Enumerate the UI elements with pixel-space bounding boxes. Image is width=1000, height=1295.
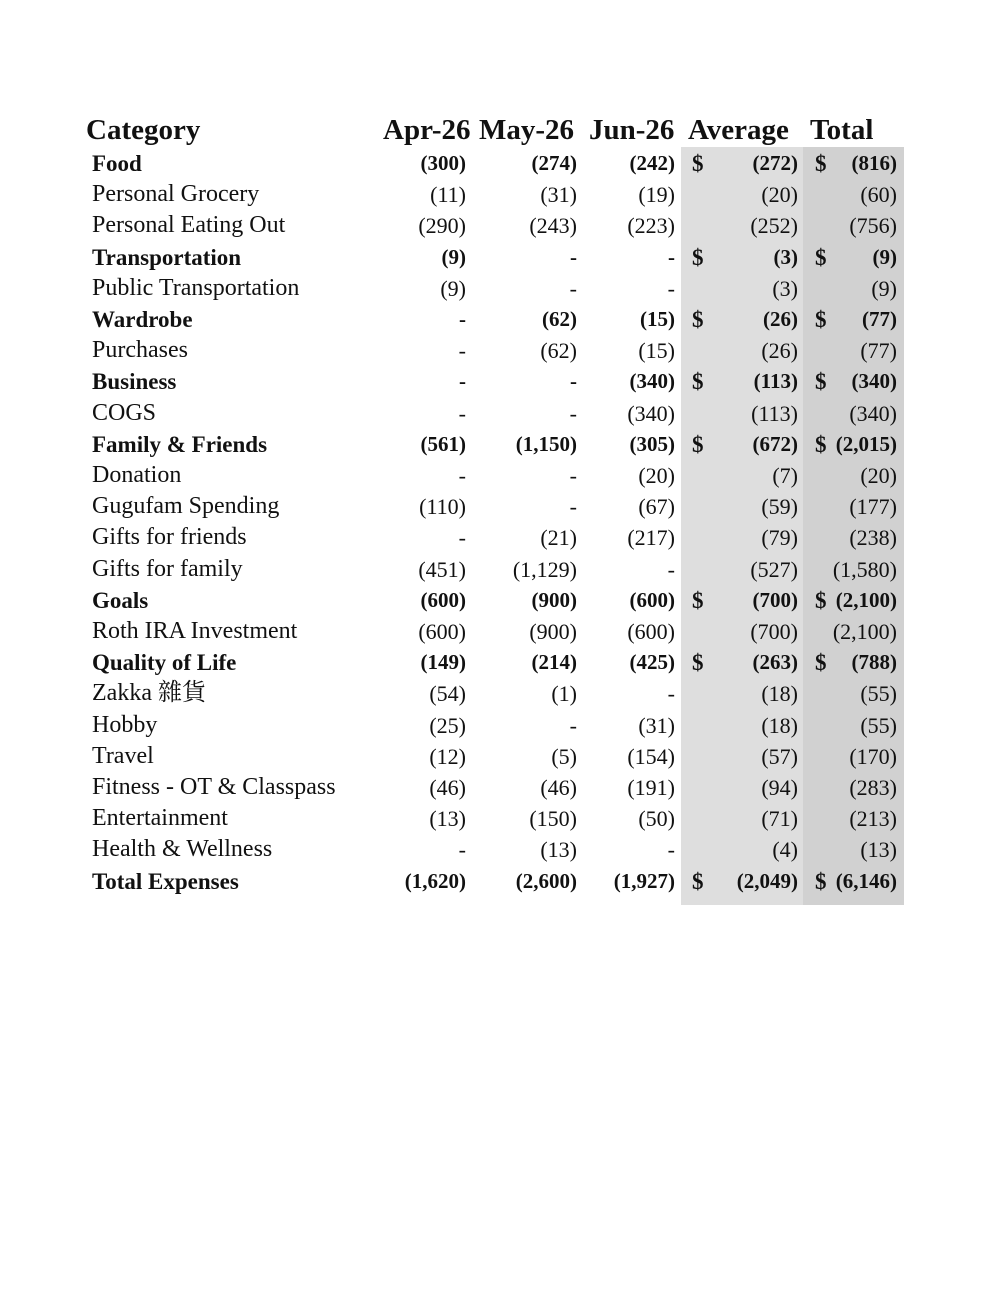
may-cell: (46) bbox=[540, 775, 577, 800]
table-row bbox=[0, 335, 1000, 366]
jun-cell: (425) bbox=[629, 650, 675, 675]
apr-cell: (11) bbox=[430, 182, 466, 208]
may-cell: (62) bbox=[540, 338, 577, 364]
category-cell: Gugufam Spending bbox=[92, 493, 280, 520]
total-currency-cell: $ bbox=[815, 244, 827, 270]
apr-cell: (300) bbox=[420, 151, 466, 175]
category-group-row bbox=[0, 585, 1000, 616]
category-cell: Transportation bbox=[92, 244, 242, 270]
category-group-row bbox=[0, 148, 1000, 179]
table-row bbox=[0, 398, 1000, 429]
apr-cell: - bbox=[458, 400, 466, 426]
average-currency-cell: $ bbox=[692, 369, 704, 395]
apr-cell: - bbox=[458, 837, 466, 863]
category-cell: Quality of Life bbox=[92, 650, 237, 676]
table-row bbox=[0, 772, 1000, 803]
may-cell: (62) bbox=[542, 307, 577, 331]
total-cell: (9) bbox=[871, 275, 897, 301]
table-row bbox=[0, 678, 1000, 709]
average-cell: (79) bbox=[761, 525, 798, 551]
jun-cell: (19) bbox=[638, 182, 675, 208]
apr-cell: (561) bbox=[420, 431, 466, 456]
apr-cell: (600) bbox=[420, 587, 466, 612]
table-row bbox=[0, 491, 1000, 522]
category-cell: Personal Eating Out bbox=[92, 212, 286, 239]
total-cell: (60) bbox=[860, 182, 897, 208]
category-cell: Gifts for family bbox=[92, 555, 243, 582]
apr-cell: (13) bbox=[429, 806, 466, 832]
may-cell: (5) bbox=[551, 743, 577, 769]
total-cell: (177) bbox=[849, 494, 897, 520]
apr-cell: (12) bbox=[429, 743, 466, 769]
jun-cell: (223) bbox=[627, 213, 675, 239]
may-cell: (900) bbox=[529, 619, 577, 644]
average-cell: (252) bbox=[750, 213, 798, 239]
may-cell: (1,150) bbox=[515, 431, 577, 456]
apr-cell: (54) bbox=[429, 681, 466, 707]
may-cell: (31) bbox=[540, 182, 577, 208]
category-cell: Health & Wellness bbox=[92, 836, 273, 863]
total-currency-cell: $ bbox=[815, 369, 827, 395]
jun-cell: (600) bbox=[629, 587, 675, 612]
jun-cell: (154) bbox=[627, 743, 675, 769]
jun-cell: (340) bbox=[627, 400, 675, 426]
apr-cell: - bbox=[459, 369, 466, 394]
apr-cell: (149) bbox=[420, 650, 466, 675]
jun-cell: (305) bbox=[629, 431, 675, 456]
average-cell: (4) bbox=[772, 837, 798, 863]
jun-cell: - bbox=[667, 837, 675, 863]
average-cell: (26) bbox=[763, 307, 798, 331]
category-cell: Donation bbox=[92, 462, 182, 488]
average-cell: (272) bbox=[752, 151, 798, 175]
total-cell: (2,100) bbox=[835, 587, 897, 612]
total-cell: (238) bbox=[849, 525, 897, 551]
table-row bbox=[0, 522, 1000, 553]
jun-cell: (67) bbox=[638, 494, 675, 520]
jun-cell: (340) bbox=[629, 369, 675, 394]
total-currency-cell: $ bbox=[815, 307, 827, 332]
may-cell: (274) bbox=[531, 151, 577, 175]
may-cell: (900) bbox=[531, 587, 577, 612]
may-cell: - bbox=[569, 712, 577, 738]
jun-cell: - bbox=[667, 556, 675, 582]
average-cell: (527) bbox=[750, 556, 798, 582]
total-cell: (6,146) bbox=[835, 868, 897, 893]
category-cell: Gifts for friends bbox=[92, 524, 247, 551]
average-currency-cell: $ bbox=[692, 307, 704, 332]
may-cell: (2,600) bbox=[515, 868, 577, 893]
total-currency-cell: $ bbox=[815, 868, 827, 894]
table-row bbox=[0, 834, 1000, 865]
may-cell: (243) bbox=[529, 213, 577, 239]
average-cell: (2,049) bbox=[736, 868, 798, 893]
may-cell: (1,129) bbox=[512, 556, 577, 582]
apr-cell: (290) bbox=[418, 213, 466, 239]
category-cell: Public Transportation bbox=[92, 274, 300, 301]
average-cell: (700) bbox=[750, 619, 798, 644]
average-cell: (113) bbox=[753, 369, 798, 394]
average-cell: (263) bbox=[752, 650, 798, 675]
category-group-row bbox=[0, 366, 1000, 397]
total-currency-cell: $ bbox=[815, 151, 827, 176]
jun-cell: - bbox=[667, 275, 675, 301]
category-cell: Travel bbox=[92, 742, 154, 769]
jun-cell: (50) bbox=[638, 806, 675, 832]
category-cell: Goals bbox=[92, 587, 149, 613]
total-cell: (55) bbox=[860, 712, 897, 738]
category-group-row bbox=[0, 429, 1000, 460]
category-group-row bbox=[0, 866, 1000, 897]
average-cell: (7) bbox=[772, 463, 798, 488]
category-group-row bbox=[0, 304, 1000, 335]
total-cell: (213) bbox=[849, 806, 897, 832]
jun-cell: (217) bbox=[627, 525, 675, 551]
category-cell: COGS bbox=[92, 399, 157, 426]
header-average: Average bbox=[688, 114, 789, 146]
average-cell: (113) bbox=[751, 400, 798, 426]
average-currency-cell: $ bbox=[692, 868, 704, 894]
average-cell: (672) bbox=[752, 431, 798, 456]
category-cell: Wardrobe bbox=[92, 307, 193, 332]
jun-cell: (20) bbox=[638, 463, 675, 488]
category-cell: Hobby bbox=[92, 711, 158, 738]
apr-cell: (9) bbox=[441, 244, 466, 269]
apr-cell: - bbox=[458, 463, 466, 488]
apr-cell: (600) bbox=[418, 619, 466, 644]
table-row bbox=[0, 803, 1000, 834]
apr-cell: (9) bbox=[440, 275, 466, 301]
table-row bbox=[0, 616, 1000, 647]
total-cell: (2,015) bbox=[835, 431, 897, 456]
header-jun: Jun-26 bbox=[589, 114, 675, 146]
total-cell: (77) bbox=[860, 338, 897, 364]
header-category: Category bbox=[86, 114, 201, 146]
total-cell: (77) bbox=[862, 307, 897, 331]
average-cell: (20) bbox=[761, 182, 798, 208]
average-cell: (18) bbox=[761, 681, 798, 707]
jun-cell: (1,927) bbox=[613, 868, 675, 893]
total-cell: (756) bbox=[849, 213, 897, 239]
header-apr: Apr-26 bbox=[383, 114, 471, 146]
may-cell: (13) bbox=[540, 837, 577, 863]
may-cell: - bbox=[569, 275, 577, 301]
total-cell: (816) bbox=[851, 151, 897, 175]
table-row bbox=[0, 710, 1000, 741]
average-cell: (59) bbox=[761, 494, 798, 520]
total-cell: (13) bbox=[860, 837, 897, 863]
total-cell: (2,100) bbox=[832, 619, 897, 644]
category-cell: Total Expenses bbox=[92, 868, 239, 894]
total-currency-cell: $ bbox=[815, 587, 827, 613]
total-currency-cell: $ bbox=[815, 650, 827, 676]
table-row bbox=[0, 273, 1000, 304]
may-cell: (21) bbox=[540, 525, 577, 551]
apr-cell: (25) bbox=[429, 712, 466, 738]
table-row bbox=[0, 179, 1000, 210]
apr-cell: (1,620) bbox=[404, 868, 466, 893]
average-cell: (26) bbox=[761, 338, 798, 364]
apr-cell: - bbox=[459, 307, 466, 331]
total-cell: (340) bbox=[849, 400, 897, 426]
total-cell: (55) bbox=[860, 681, 897, 707]
table-row bbox=[0, 741, 1000, 772]
jun-cell: (15) bbox=[638, 338, 675, 364]
average-cell: (3) bbox=[773, 244, 798, 269]
apr-cell: - bbox=[458, 338, 466, 364]
may-cell: - bbox=[569, 400, 577, 426]
may-cell: (1) bbox=[551, 681, 577, 707]
jun-cell: (31) bbox=[638, 712, 675, 738]
total-cell: (340) bbox=[851, 369, 897, 394]
jun-cell: (242) bbox=[629, 151, 675, 175]
table-row bbox=[0, 460, 1000, 491]
category-cell: Fitness - OT & Classpass bbox=[92, 774, 336, 800]
category-group-row bbox=[0, 647, 1000, 678]
total-cell: (283) bbox=[849, 775, 897, 800]
may-cell: (214) bbox=[531, 650, 577, 675]
category-cell: Entertainment bbox=[92, 805, 228, 832]
average-cell: (57) bbox=[761, 743, 798, 769]
average-currency-cell: $ bbox=[692, 587, 704, 613]
category-cell: Roth IRA Investment bbox=[92, 618, 298, 644]
category-cell: Personal Grocery bbox=[92, 181, 260, 208]
table-row bbox=[0, 554, 1000, 585]
category-cell: Food bbox=[92, 151, 142, 176]
header-may: May-26 bbox=[479, 114, 575, 146]
average-currency-cell: $ bbox=[692, 151, 704, 176]
average-cell: (71) bbox=[761, 806, 798, 832]
total-currency-cell: $ bbox=[815, 431, 827, 457]
total-cell: (1,580) bbox=[832, 556, 897, 582]
jun-cell: - bbox=[667, 681, 675, 707]
jun-cell: - bbox=[668, 244, 675, 269]
total-cell: (788) bbox=[851, 650, 897, 675]
table-row bbox=[0, 210, 1000, 241]
total-cell: (20) bbox=[860, 463, 897, 488]
average-currency-cell: $ bbox=[692, 650, 704, 676]
average-cell: (18) bbox=[761, 712, 798, 738]
average-currency-cell: $ bbox=[692, 431, 704, 457]
apr-cell: - bbox=[458, 525, 466, 551]
average-cell: (3) bbox=[772, 275, 798, 301]
may-cell: - bbox=[570, 244, 577, 269]
category-group-row bbox=[0, 242, 1000, 273]
header-total: Total bbox=[810, 114, 874, 146]
jun-cell: (600) bbox=[627, 619, 675, 644]
total-cell: (170) bbox=[849, 743, 897, 769]
average-cell: (700) bbox=[752, 587, 798, 612]
category-cell: Business bbox=[92, 369, 177, 395]
average-currency-cell: $ bbox=[692, 244, 704, 270]
category-cell: Zakka 雜貨 bbox=[92, 680, 206, 707]
jun-cell: (191) bbox=[627, 775, 675, 800]
may-cell: - bbox=[570, 369, 577, 394]
category-cell: Family & Friends bbox=[92, 431, 268, 457]
apr-cell: (46) bbox=[429, 775, 466, 800]
may-cell: (150) bbox=[529, 806, 577, 832]
may-cell: - bbox=[569, 494, 577, 520]
apr-cell: (451) bbox=[418, 556, 466, 582]
apr-cell: (110) bbox=[419, 494, 466, 520]
may-cell: - bbox=[569, 463, 577, 488]
average-cell: (94) bbox=[761, 775, 798, 800]
category-cell: Purchases bbox=[92, 337, 188, 364]
total-cell: (9) bbox=[872, 244, 897, 269]
jun-cell: (15) bbox=[640, 307, 675, 331]
